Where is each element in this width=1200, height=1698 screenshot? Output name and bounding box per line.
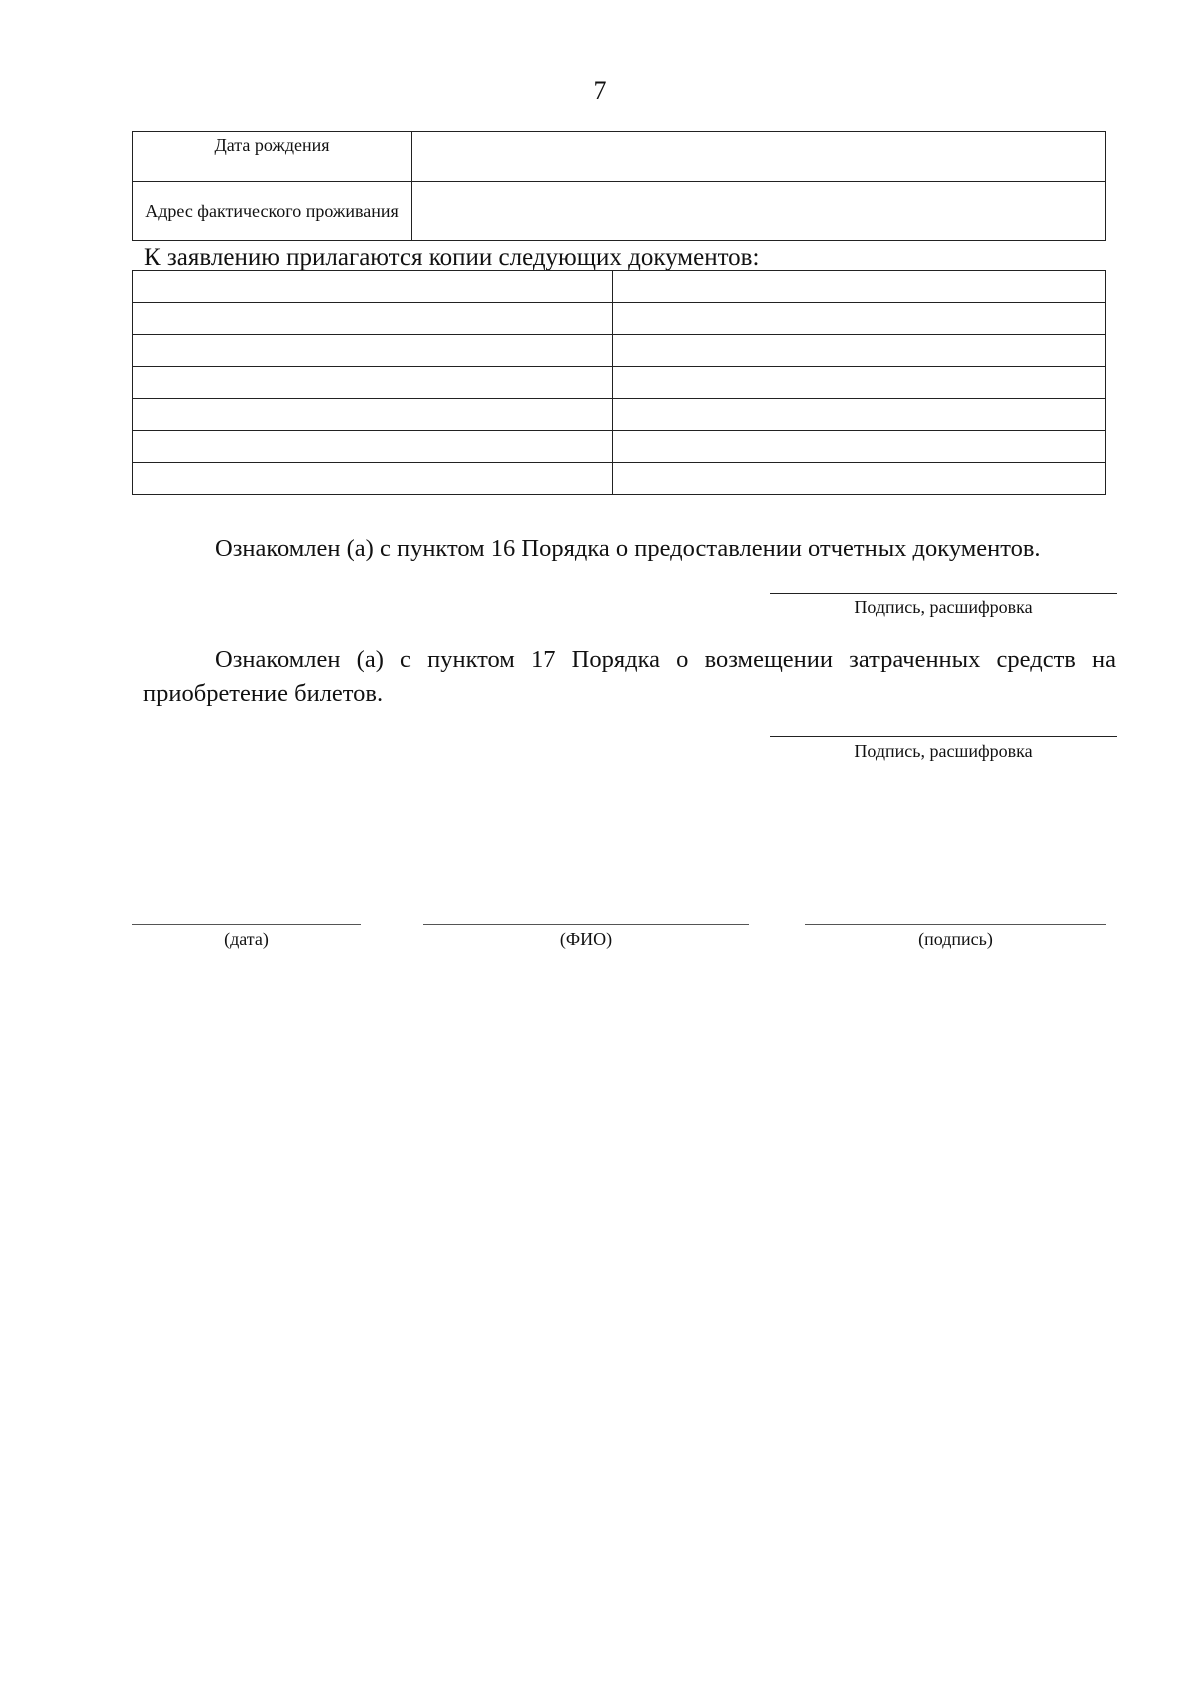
date-caption: (дата) [224, 929, 269, 949]
table-row [133, 182, 1106, 241]
acknowledgement-16 [143, 532, 1116, 566]
table-row [133, 271, 1106, 303]
table-row [133, 463, 1106, 495]
doc-cell[interactable] [613, 399, 1106, 431]
table-row [133, 367, 1106, 399]
table-row [133, 399, 1106, 431]
address-field[interactable] [412, 182, 1106, 241]
acknowledgement-17 [143, 643, 1116, 711]
table-row [133, 303, 1106, 335]
birth-date-label: Дата рождения [133, 132, 412, 182]
page-number: 7 [593, 76, 607, 105]
doc-cell[interactable] [613, 367, 1106, 399]
doc-cell[interactable] [133, 431, 613, 463]
applicant-info-table [132, 131, 1106, 241]
attachments-heading: К заявлению прилагаются копии следующих документов: [144, 244, 760, 271]
address-label: Адрес фактического проживания [133, 182, 412, 241]
doc-cell[interactable] [613, 463, 1106, 495]
signature-caption-17: Подпись, расшифровка [854, 741, 1033, 761]
doc-cell[interactable] [133, 303, 613, 335]
doc-cell[interactable] [613, 335, 1106, 367]
doc-cell[interactable] [613, 431, 1106, 463]
doc-cell[interactable] [133, 271, 613, 303]
signature-line-17[interactable] [770, 736, 1117, 737]
signature-line-16[interactable] [770, 593, 1117, 594]
name-caption: (ФИО) [559, 929, 613, 949]
signature-caption-16: Подпись, расшифровка [854, 597, 1033, 617]
acknowledgement-16-text: Ознакомлен (а) с пунктом 16 Порядка о предоставлении отчетных документов. [215, 535, 1041, 562]
doc-cell[interactable] [613, 271, 1106, 303]
doc-cell[interactable] [613, 303, 1106, 335]
table-row [133, 132, 1106, 182]
table-row [133, 335, 1106, 367]
doc-cell[interactable] [133, 367, 613, 399]
acknowledgement-17-text: Ознакомлен (а) с пунктом 17 Порядка о возмещении затраченных средств на приобретение билетов. [143, 646, 1116, 707]
doc-cell[interactable] [133, 463, 613, 495]
table-row [133, 431, 1106, 463]
doc-cell[interactable] [133, 335, 613, 367]
signature-caption: (подпись) [918, 929, 993, 949]
name-line[interactable] [423, 924, 749, 925]
signature-line[interactable] [805, 924, 1106, 925]
date-line[interactable] [132, 924, 361, 925]
doc-cell[interactable] [133, 399, 613, 431]
attachments-table [132, 270, 1106, 495]
birth-date-field[interactable] [412, 132, 1106, 182]
